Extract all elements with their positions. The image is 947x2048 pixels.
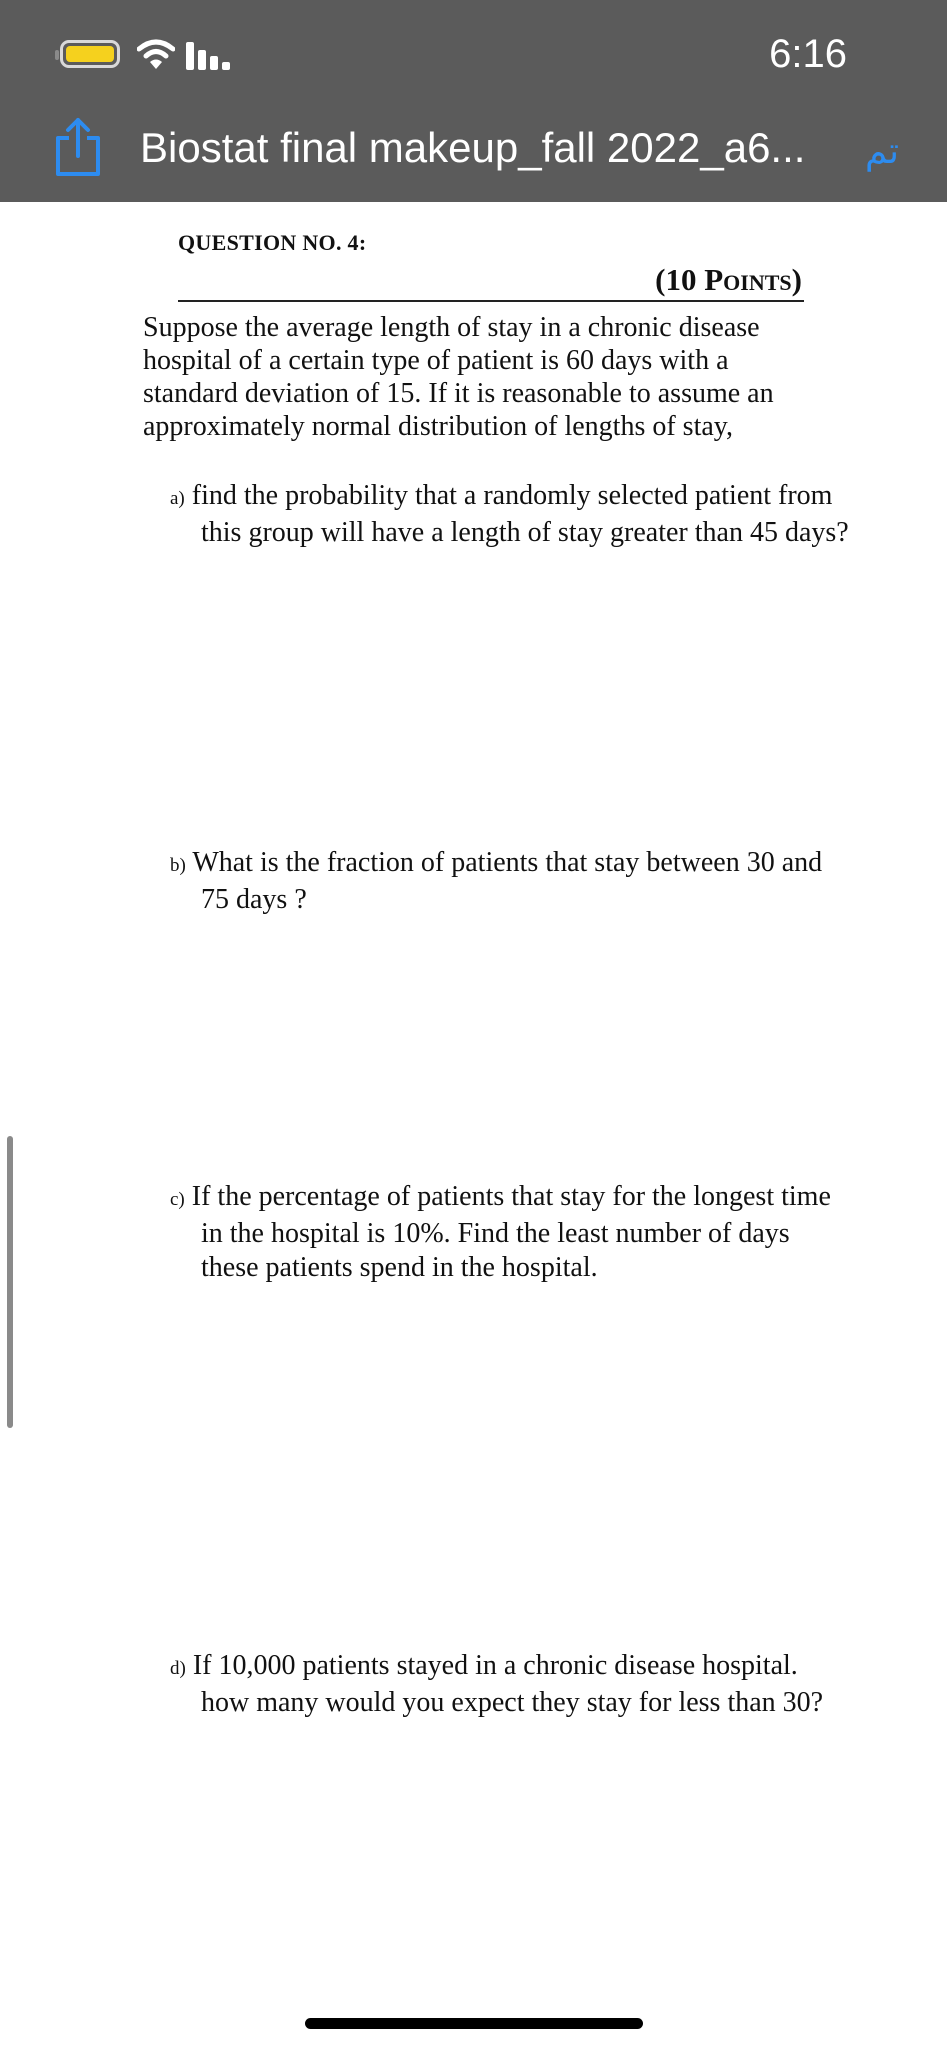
points-close: ) <box>791 262 802 297</box>
top-chrome <box>0 0 947 202</box>
part-d <box>170 1649 851 1720</box>
battery-level <box>66 46 114 62</box>
battery-icon <box>60 40 120 68</box>
points-open: (10 <box>655 262 705 297</box>
part-a <box>170 479 851 550</box>
part-d-text: If 10,000 patients stayed in a chronic disease hospital. how many would you expect they stay for less than 30? <box>192 1650 824 1718</box>
points-row <box>178 262 804 302</box>
part-b <box>170 846 851 917</box>
part-c-letter: c) <box>170 1189 185 1210</box>
status-bar <box>0 0 947 108</box>
part-b-text: What is the fraction of patients that stay between 30 and 75 days ? <box>192 847 823 915</box>
question-heading: QUESTION NO. 4: <box>178 230 367 255</box>
part-b-letter: b) <box>170 855 186 876</box>
part-c <box>170 1180 851 1285</box>
part-a-text: find the probability that a randomly selected patient from this group will have a length of stay greater than 45 days? <box>191 480 849 548</box>
home-indicator[interactable] <box>305 2018 643 2029</box>
part-a-letter: a) <box>170 488 185 509</box>
signal-bars-icon <box>186 40 234 70</box>
wifi-icon <box>137 38 175 70</box>
question-intro: Suppose the average length of stay in a chronic disease hospital of a certain type of patient is 60 days with a standard deviation of 15. If it is reasonable to assume an approximately normal distribution of lengths of stay, <box>143 312 774 442</box>
nav-bar <box>0 108 947 202</box>
points-label <box>655 262 802 298</box>
done-button[interactable]: تم <box>865 131 899 172</box>
points-word: Points <box>704 262 792 297</box>
scroll-indicator[interactable] <box>7 1136 13 1428</box>
status-time: 6:16 <box>769 32 847 76</box>
part-d-letter: d) <box>170 1658 186 1679</box>
document-title: Biostat final makeup_fall 2022_a6... <box>140 124 806 171</box>
share-icon[interactable] <box>52 116 104 178</box>
part-c-text: If the percentage of patients that stay for the longest time in the hospital is 10%. Find the least number of days these patients spend in the hospital. <box>191 1181 831 1283</box>
